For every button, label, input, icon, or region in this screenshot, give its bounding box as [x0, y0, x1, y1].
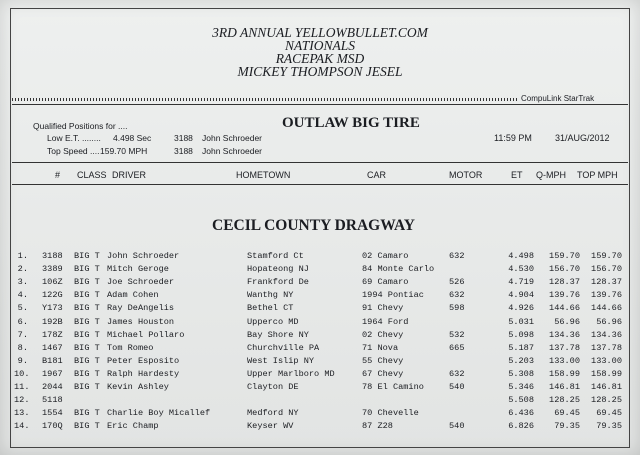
col-motor: MOTOR: [449, 170, 483, 180]
row-driver: Mitch Geroge: [107, 264, 169, 275]
col-topmph: TOP MPH: [577, 170, 618, 180]
row-car-number: B181: [42, 355, 63, 366]
row-car-number: 178Z: [42, 329, 63, 340]
row-et: 5.308: [508, 368, 534, 379]
table-row: [0, 381, 640, 394]
row-position: 12.: [14, 395, 30, 406]
col-car: CAR: [367, 170, 387, 180]
row-car-number: 106Z: [42, 277, 63, 288]
row-motor: 632: [449, 251, 465, 261]
row-car-number: 170Q: [42, 421, 63, 432]
low-et-value: 4.498 Sec: [113, 133, 152, 143]
row-car: 87 Z28: [362, 421, 393, 432]
table-row: [0, 289, 640, 302]
row-position: 5.: [17, 303, 28, 314]
row-class: BIG T: [74, 290, 100, 301]
row-hometown: Upperco MD: [247, 316, 299, 327]
event-title-line2: NATIONALS: [284, 38, 355, 53]
row-class: BIG T: [74, 303, 100, 314]
row-class: BIG T: [74, 368, 100, 379]
event-sponsor-line2: MICKEY THOMPSON JESEL: [237, 64, 403, 79]
row-qmph: 69.45: [554, 408, 580, 419]
table-row: [0, 263, 640, 276]
row-qmph: 144.66: [549, 303, 580, 314]
row-class: BIG T: [74, 251, 100, 261]
row-qmph: 134.36: [549, 329, 580, 340]
class-title: OUTLAW BIG TIRE: [282, 115, 420, 131]
table-row: [0, 329, 640, 342]
row-car: 91 Chevy: [362, 303, 404, 314]
row-top-mph: 146.81: [591, 382, 622, 392]
event-title-line1: 3RD ANNUAL YELLOWBULLET.COM: [212, 25, 428, 40]
event-sponsor-line1: RACEPAK MSD: [275, 51, 365, 66]
row-car: 1964 Ford: [362, 316, 409, 327]
row-driver: Ralph Hardesty: [107, 368, 180, 379]
row-top-mph: 159.70: [591, 251, 622, 261]
row-motor: 540: [449, 382, 465, 392]
row-position: 10.: [14, 368, 30, 379]
row-position: 9.: [17, 355, 28, 366]
col-driver: DRIVER: [112, 170, 147, 180]
row-driver: Joe Schroeder: [107, 277, 175, 288]
top-speed-car: 3188: [174, 146, 193, 156]
row-class: BIG T: [74, 382, 100, 392]
low-et-driver: John Schroeder: [202, 133, 263, 143]
report-date: 31/AUG/2012: [555, 133, 610, 143]
row-top-mph: 128.37: [591, 277, 622, 288]
table-row: [0, 368, 640, 381]
row-et: 6.826: [508, 421, 534, 432]
row-et: 4.719: [508, 277, 534, 288]
row-driver: Kevin Ashley: [107, 382, 169, 392]
row-class: BIG T: [74, 408, 100, 419]
row-car: 69 Camaro: [362, 277, 409, 288]
row-top-mph: 144.66: [591, 303, 622, 314]
row-class: BIG T: [74, 264, 100, 275]
row-driver: Michael Pollaro: [107, 329, 185, 340]
row-hometown: Stamford Ct: [247, 251, 304, 261]
row-top-mph: 128.25: [591, 395, 622, 406]
low-et-label: Low E.T. ........: [47, 133, 101, 143]
row-driver: Eric Champ: [107, 421, 159, 432]
row-qmph: 133.00: [549, 355, 580, 366]
col-num: #: [55, 170, 61, 180]
row-car-number: 2044: [42, 382, 63, 392]
row-class: BIG T: [74, 342, 100, 353]
row-top-mph: 156.70: [591, 264, 622, 275]
row-car-number: 3188: [42, 251, 63, 261]
row-car-number: 5118: [42, 395, 63, 406]
row-hometown: Clayton DE: [247, 382, 299, 392]
report-time: 11:59 PM: [494, 133, 532, 143]
row-top-mph: 137.78: [591, 342, 622, 353]
row-motor: 632: [449, 368, 465, 379]
row-car: 84 Monte Carlo: [362, 264, 435, 275]
row-top-mph: 56.96: [596, 316, 622, 327]
row-et: 4.904: [508, 290, 534, 301]
row-et: 4.926: [508, 303, 534, 314]
top-speed-value: 159.70 MPH: [100, 146, 148, 156]
row-position: 1.: [17, 251, 28, 261]
row-hometown: Churchville PA: [247, 342, 320, 353]
row-qmph: 128.25: [549, 395, 580, 406]
row-hometown: Frankford De: [247, 277, 309, 288]
row-qmph: 146.81: [549, 382, 580, 392]
row-hometown: Medford NY: [247, 408, 299, 419]
row-motor: 632: [449, 290, 465, 301]
row-top-mph: 79.35: [596, 421, 622, 432]
row-top-mph: 133.00: [591, 355, 622, 366]
col-class: CLASS: [77, 170, 107, 180]
table-row: [0, 342, 640, 355]
row-driver: Charlie Boy Micallef: [107, 408, 211, 419]
table-row: [0, 302, 640, 315]
row-hometown: Bay Shore NY: [247, 329, 309, 340]
table-row: [0, 355, 640, 368]
row-qmph: 137.78: [549, 342, 580, 353]
dotted-divider: [12, 98, 517, 101]
row-qmph: 158.99: [549, 368, 580, 379]
row-position: 2.: [17, 264, 28, 275]
row-hometown: West Islip NY: [247, 355, 315, 366]
row-hometown: Wanthg NY: [247, 290, 294, 301]
table-row: [0, 316, 640, 329]
top-speed-label: Top Speed ....: [47, 146, 100, 156]
row-top-mph: 139.76: [591, 290, 622, 301]
row-et: 4.530: [508, 264, 534, 275]
row-car-number: 1967: [42, 368, 63, 379]
vendor-label: CompuLink StarTrak: [521, 94, 595, 103]
row-car-number: 1467: [42, 342, 63, 353]
row-motor: 540: [449, 421, 465, 432]
row-position: 3.: [17, 277, 28, 288]
row-car: 1994 Pontiac: [362, 290, 424, 301]
row-class: BIG T: [74, 355, 100, 366]
row-car-number: 1554: [42, 408, 63, 419]
row-et: 5.203: [508, 355, 534, 366]
row-position: 14.: [14, 421, 30, 432]
header-divider: [12, 104, 628, 105]
row-motor: 598: [449, 303, 465, 314]
row-qmph: 139.76: [549, 290, 580, 301]
row-et: 5.031: [508, 316, 534, 327]
row-motor: 532: [449, 329, 465, 340]
row-driver: Adam Cohen: [107, 290, 159, 301]
row-driver: Ray DeAngelis: [107, 303, 175, 314]
table-row: [0, 276, 640, 289]
row-car: 67 Chevy: [362, 368, 404, 379]
row-car: 70 Chevelle: [362, 408, 419, 419]
qualified-divider: [12, 162, 628, 163]
row-hometown: Bethel CT: [247, 303, 294, 314]
row-motor: 526: [449, 277, 465, 288]
row-class: BIG T: [74, 316, 100, 327]
row-position: 11.: [14, 382, 30, 392]
top-speed-driver: John Schroeder: [202, 146, 263, 156]
row-et: 5.098: [508, 329, 534, 340]
row-car: 55 Chevy: [362, 355, 404, 366]
row-et: 5.508: [508, 395, 534, 406]
row-car-number: Y173: [42, 303, 63, 314]
row-driver: James Houston: [107, 316, 175, 327]
row-car: 78 El Camino: [362, 382, 424, 392]
row-car: 02 Chevy: [362, 329, 404, 340]
row-position: 8.: [17, 342, 28, 353]
col-et: ET: [511, 170, 523, 180]
row-qmph: 79.35: [554, 421, 580, 432]
row-position: 4.: [17, 290, 28, 301]
row-class: BIG T: [74, 421, 100, 432]
row-car-number: 3389: [42, 264, 63, 275]
row-driver: Peter Esposito: [107, 355, 180, 366]
col-hometown: HOMETOWN: [236, 170, 291, 180]
row-class: BIG T: [74, 277, 100, 288]
table-row: [0, 420, 640, 433]
row-driver: John Schroeder: [107, 251, 180, 261]
row-position: 6.: [17, 316, 28, 327]
row-class: BIG T: [74, 329, 100, 340]
low-et-car: 3188: [174, 133, 193, 143]
row-et: 5.187: [508, 342, 534, 353]
row-qmph: 56.96: [554, 316, 580, 327]
row-car-number: 192B: [42, 316, 63, 327]
table-row: [0, 250, 640, 263]
row-et: 4.498: [508, 251, 534, 261]
row-car: 02 Camaro: [362, 251, 409, 261]
row-qmph: 159.70: [549, 251, 580, 261]
row-driver: Tom Romeo: [107, 342, 154, 353]
table-row: [0, 394, 640, 407]
row-qmph: 128.37: [549, 277, 580, 288]
row-et: 6.436: [508, 408, 534, 419]
row-et: 5.346: [508, 382, 534, 392]
col-qmph: Q-MPH: [536, 170, 566, 180]
row-top-mph: 158.99: [591, 368, 622, 379]
row-top-mph: 134.36: [591, 329, 622, 340]
row-hometown: Hopateong NJ: [247, 264, 309, 275]
track-name: CECIL COUNTY DRAGWAY: [212, 217, 415, 234]
row-motor: 665: [449, 342, 465, 353]
row-car-number: 122G: [42, 290, 63, 301]
row-hometown: Keyser WV: [247, 421, 294, 432]
column-divider: [12, 184, 628, 185]
row-position: 7.: [17, 329, 28, 340]
row-position: 13.: [14, 408, 30, 419]
row-hometown: Upper Marlboro MD: [247, 368, 335, 379]
table-row: [0, 407, 640, 420]
qualified-label: Qualified Positions for ....: [33, 121, 128, 131]
row-top-mph: 69.45: [596, 408, 622, 419]
row-qmph: 156.70: [549, 264, 580, 275]
row-car: 71 Nova: [362, 342, 399, 353]
